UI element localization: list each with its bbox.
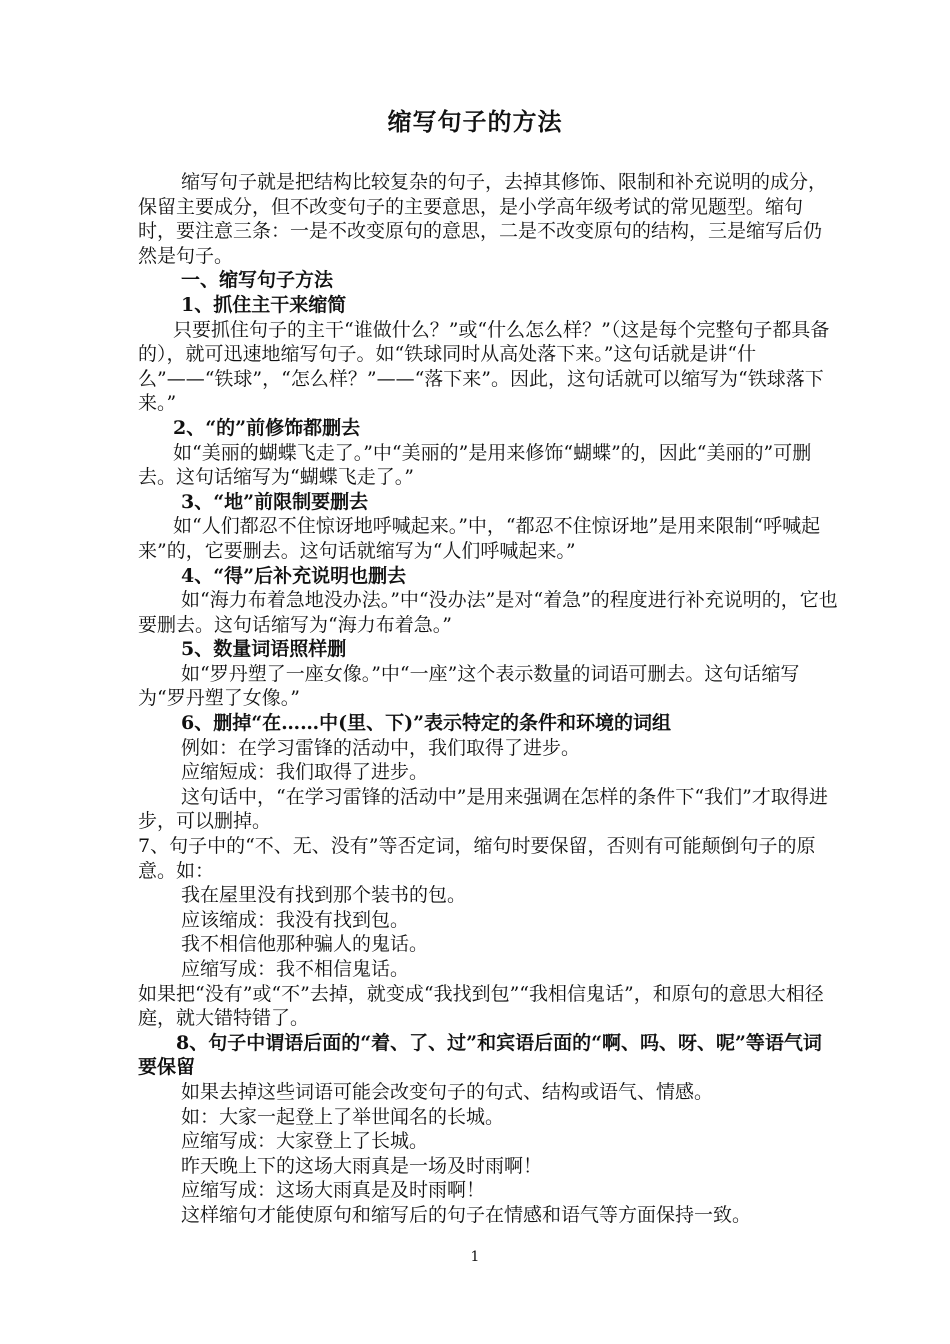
- item-2-heading: 2、“的”前修饰都删去: [173, 416, 361, 439]
- item-1-body: 只要抓住句子的主干“谁做什么？”或“什么怎么样？”（这是每个完整句子都具备的），就可迅速地缩写句子。如“铁球同时从高处落下来。”这句话就是讲“什么”——“铁球”，“怎么样？”——“落下来”。因此，这句话就可以缩写为“铁球落下来。”: [138, 318, 830, 415]
- item-8-example-2: 昨天晚上下的这场大雨真是一场及时雨啊！: [181, 1154, 543, 1177]
- page-number: 1: [470, 1249, 480, 1265]
- item-5-body: 如“罗丹塑了一座女像。”中“一座”这个表示数量的词语可删去。这句话缩写为“罗丹塑了女像。”: [138, 662, 800, 710]
- item-6-result: 应缩短成：我们取得了进步。: [181, 761, 429, 784]
- item-4-heading: 4、“得”后补充说明也删去: [181, 564, 407, 587]
- item-5-heading: 5、数量词语照样删: [181, 638, 347, 661]
- item-7-example-1: 我在屋里没有找到那个装书的包。: [181, 884, 467, 907]
- intro-paragraph: 缩写句子就是把结构比较复杂的句子，去掉其修饰、限制和补充说明的成分，保留主要成分，但不改变句子的主要意思，是小学高年级考试的常见题型。缩句时，要注意三条：一是不改变原句的意思，二是不改变原句的结构，三是缩写后仍然是句子。: [138, 171, 828, 267]
- page-title: 缩写句子的方法: [387, 107, 563, 136]
- item-6-explain: 这句话中，“在学习雷锋的活动中”是用来强调在怎样的条件下“我们”才取得进步，可以删掉。: [138, 785, 828, 833]
- item-4-body: 如“海力布着急地没办法。”中“没办法”是对“着急”的程度进行补充说明的，它也要删去。这句话缩写为“海力布着急。”: [138, 589, 838, 636]
- item-7-heading: 7、句子中的“不、无、没有”等否定词，缩句时要保留，否则有可能颠倒句子的原意。如：: [138, 835, 816, 882]
- item-7-example-2: 我不相信他那种骗人的鬼话。: [181, 933, 429, 956]
- item-8-result-2: 应缩写成：这场大雨真是及时雨啊！: [181, 1179, 486, 1202]
- item-6-example: 例如：在学习雷锋的活动中，我们取得了进步。: [181, 736, 581, 759]
- item-7-note: 如果把“没有”或“不”去掉，就变成“我找到包”“我相信鬼话”，和原句的意思大相径庭，就大错特错了。: [138, 982, 824, 1030]
- item-6-heading: 6、删掉“在……中(里、下)”表示特定的条件和环境的词组: [181, 712, 672, 735]
- item-8-example-1: 如：大家一起登上了举世闻名的长城。: [181, 1105, 505, 1128]
- item-8-heading: 8、句子中谓语后面的“着、了、过”和宾语后面的“啊、吗、呀、呢”等语气词要保留: [138, 1031, 822, 1079]
- document-body: [138, 170, 838, 1228]
- item-2-body: 如“美丽的蝴蝶飞走了。”中“美丽的”是用来修饰“蝴蝶”的，因此“美丽的”可删去。这句话缩写为“蝴蝶飞走了。”: [138, 441, 812, 489]
- item-3-body: 如“人们都忍不住惊讶地呼喊起来。”中，“都忍不住惊讶地”是用来限制“呼喊起来”的，它要删去。这句话就缩写为“人们呼喊起来。”: [138, 515, 821, 562]
- item-7-result-2: 应缩写成：我不相信鬼话。: [181, 958, 410, 980]
- item-8-result-1: 应缩写成：大家登上了长城。: [181, 1130, 429, 1153]
- item-7-result-1: 应该缩成：我没有找到包。: [181, 908, 410, 931]
- item-1-heading: 1、抓住主干来缩简: [181, 293, 347, 316]
- item-8-line-1: 如果去掉这些词语可能会改变句子的句式、结构或语气、情感。: [181, 1080, 714, 1103]
- item-3-heading: 3、“地”前限制要删去: [181, 490, 369, 513]
- section-heading: 一、缩写句子方法: [181, 269, 334, 292]
- item-8-conclusion: 这样缩句才能使原句和缩写后的句子在情感和语气等方面保持一致。: [181, 1203, 752, 1226]
